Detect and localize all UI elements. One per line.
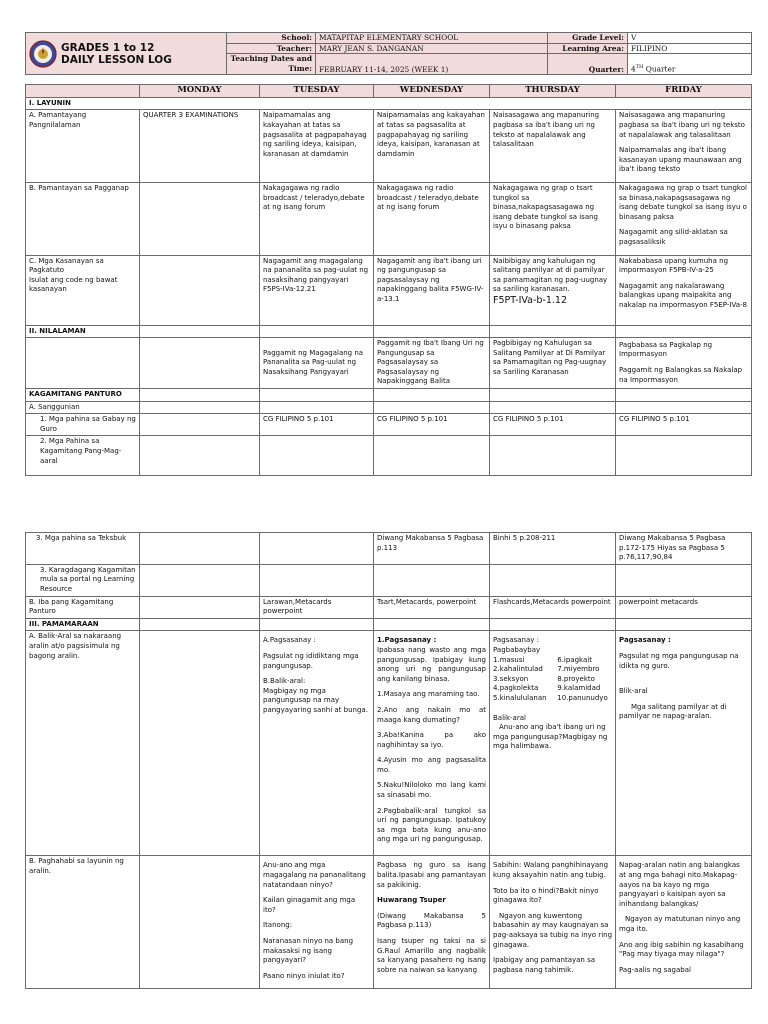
- cell-balik-tuesday-1: A.Pagsasanay :: [263, 636, 316, 645]
- blank-cell: [260, 325, 374, 338]
- blank-cell: [374, 389, 490, 402]
- cell-balik-friday-1: Pagsulat ng mga pangungusap na idikta ng guro.: [619, 651, 739, 670]
- blank-cell: [490, 325, 616, 338]
- cell-n-wednesday: Paggamit ng Iba't Ibang Uri ng Pangungusap sa Pagsasalaysay sa Pagsasalaysay ng Napakinggang Balita: [374, 338, 490, 389]
- dates-label-line-2: Time:: [288, 64, 312, 74]
- header-table: [25, 32, 752, 75]
- cell-iba-wednesday: Tsart,Metacards, powerpoint: [374, 596, 490, 618]
- cell-balik-tuesday: [260, 631, 374, 856]
- blank-cell: [374, 436, 490, 476]
- blank-cell: [260, 401, 374, 414]
- school-value: MATAPITAP ELEMENTARY SCHOOL: [316, 33, 548, 44]
- day-friday: FRIDAY: [616, 85, 752, 98]
- blank-cell: [260, 389, 374, 402]
- wed-b-1: Pagbasa ng guro sa isang balita.Ipasabi ang pamantayan sa pakikinig.: [377, 861, 486, 889]
- blank-cell: [140, 436, 260, 476]
- pagbabaybay-col-2: [557, 656, 612, 704]
- quarter-value: [628, 54, 752, 75]
- tue-q-1: Anu-ano ang mga magagalang na pananalitang natatandaan ninyo?: [263, 861, 366, 889]
- thu-b-1: Sabihin: Walang panghihinayang kung aksayahin natin ang tubig.: [493, 861, 609, 879]
- cell-c-tuesday: Nagagamit ang magagalang na pananalita sa pag-uulat ng nasaksihang pangyayari F5PS-IVa-12.21: [260, 255, 374, 325]
- cell-paghahabi-friday: [616, 856, 752, 989]
- dates-label: [227, 54, 316, 75]
- lesson-log-page-1: [25, 32, 751, 476]
- row-label-iba-pang-kagamitan: B. Iba pang Kagamitang Panturo: [26, 596, 140, 618]
- blank-cell: [374, 401, 490, 414]
- wed-item-4: 4.Ayusin mo ang pagsasalita mo.: [377, 756, 486, 774]
- blank-cell: [140, 564, 260, 596]
- cell-gabay-monday: [140, 414, 260, 436]
- thu-b-4: Ipabigay ang pamantayan sa pagbasa nang tahimik.: [493, 956, 596, 974]
- cell-balik-thursday-head: Pagsasanay : Pagbabaybay: [493, 636, 541, 654]
- section-layunin: I. LAYUNIN: [26, 97, 752, 110]
- blank-cell: [260, 618, 374, 631]
- word-5: 5.kinalululanan: [493, 693, 547, 702]
- word-10: 10.panunudyo: [557, 693, 608, 702]
- blank-cell: [616, 389, 752, 402]
- cell-b-wednesday: Nakagagawa ng radio broadcast / teleradyo,debate at ng isang forum: [374, 182, 490, 255]
- row-label-sanggunian: A. Sanggunian: [26, 401, 140, 414]
- wed-b-2: Huwarang Tsuper: [377, 896, 446, 905]
- quarter-word: Quarter: [645, 64, 676, 74]
- cell-n-friday-1: Pagbabasa sa Pagkalap ng Impormasyon: [619, 340, 713, 359]
- cell-n-monday: [140, 338, 260, 389]
- section-kagamitang-panturo: KAGAMITANG PANTURO: [26, 389, 140, 402]
- blank-cell: [616, 325, 752, 338]
- row-label-karagdagang-kagamitan: 3. Karagdagang Kagamitan mula sa portal ng Learning Resource: [26, 564, 140, 596]
- cell-teksbuk-friday: Diwang Makabansa 5 Pagbasa p.172-175 Hiyas sa Pagbasa 5 p.76,117,90,84: [616, 533, 752, 565]
- day-monday: MONDAY: [140, 85, 260, 98]
- cell-c-thursday: [490, 255, 616, 325]
- word-6: 6.ipagkait: [557, 655, 592, 664]
- blank-cell: [490, 436, 616, 476]
- blank-cell: [260, 436, 374, 476]
- cell-balik-friday: [616, 631, 752, 856]
- tue-q-2: Kailan ginagamit ang mga ito?: [263, 896, 356, 914]
- blank-cell: [140, 325, 260, 338]
- blank-cell: [140, 618, 260, 631]
- dates-value: FEBRUARY 11-14, 2025 (WEEK 1): [316, 54, 548, 75]
- deped-seal-icon: [29, 40, 57, 68]
- cell-b-friday-1: Nakagagawa ng grap o tsart tungkol sa binasa,nakapagsasagawa ng isang debate tungkol sa isang isyu o binasang paksa: [619, 183, 747, 221]
- wed-item-1: 1.Masaya ang maraming tao.: [377, 690, 480, 699]
- thu-b-2: Toto ba ito o hindi?Bakit ninyo ginagawa ito?: [493, 886, 599, 905]
- cell-c-thursday-text: Naibibigay ang kahulugan ng salitang pamilyar at di pamilyar sa pamamagitan ng pag-uugnay sa sariling karanasan.: [493, 256, 608, 294]
- word-7: 7.miyembro: [557, 665, 600, 674]
- blank-cell: [140, 389, 260, 402]
- row-label-pamantayang-pangnilalaman: A. Pamantayang Pangnilalaman: [26, 110, 140, 183]
- word-1: 1.masusi: [493, 655, 525, 664]
- row-label-pamantayan-sa-pagganap: B. Pamantayan sa Pagganap: [26, 182, 140, 255]
- nilalaman-label-blank: [26, 338, 140, 389]
- cell-n-tuesday: Paggamit ng Magagalang na Pananalita sa Pag-uulat ng Nasaksihang Pangyayari: [260, 338, 374, 389]
- cell-a-monday: QUARTER 3 EXAMINATIONS: [140, 110, 260, 183]
- quarter-suffix: TH: [635, 64, 644, 71]
- cell-a-friday-2: Naipamamalas ang iba't ibang kasanayan upang maunawaan ang iba't ibang teksto: [619, 146, 742, 174]
- tue-q-5: Paano ninyo iniulat ito?: [263, 971, 345, 980]
- cell-iba-friday: powerpoint metacards: [616, 596, 752, 618]
- word-3: 3.seksyon: [493, 674, 529, 683]
- row-label-paghahabi: B. Paghahabi sa layunin ng aralin.: [26, 856, 140, 989]
- fri-b-3: Ano ang ibig sabihin ng kasabihang "Pag may tiyaga may nilaga"?: [619, 940, 744, 959]
- thu-b-3: Ngayon ang kuwentong babasahin ay may kaugnayan sa pag-aaksaya sa tubig na inyo ring ginagawa.: [493, 911, 613, 949]
- cell-iba-thursday: Flashcards,Metacards powerpoint: [490, 596, 616, 618]
- grade-value: V: [628, 33, 752, 44]
- cell-balik-thursday-balik-text: Anu-ano ang iba't ibang uri ng mga pangungusap?Magbigay ng mga halimbawa.: [493, 723, 608, 751]
- wed-item-3: 3.Aba!Kanina pa ako naghihintay sa iyo.: [377, 731, 486, 749]
- cell-n-friday: [616, 338, 752, 389]
- cell-balik-wednesday: [374, 631, 490, 856]
- cell-teksbuk-thursday: Binhi 5 p.208-211: [490, 533, 616, 565]
- cell-teksbuk-wednesday: Diwang Makabansa 5 Pagbasa p.113: [374, 533, 490, 565]
- fri-b-1: Napag-aralan natin ang balangkas at ang mga bahagi nito.Makapag-aayos na ba kayo ng mga pangyayari o kaisipan ayon sa inihandang balangkas/: [619, 861, 740, 908]
- cell-a-friday-1: Naisasagawa ang mapanuring pagbasa sa iba't ibang uri ng teksto at napalalawak ang talasalitaan: [619, 111, 745, 139]
- cell-b-thursday: Nakagagawa ng grap o tsart tungkol sa binasa,nakapagsasagawa ng isang debate tungkol sa isang isyu o binasang paksa: [490, 182, 616, 255]
- day-tuesday: TUESDAY: [260, 85, 374, 98]
- blank-cell: [140, 856, 260, 989]
- cell-c-friday: [616, 255, 752, 325]
- cell-a-friday: [616, 110, 752, 183]
- cell-c-friday-1: Nakababasa upang kumuha ng impormasyon F5PB-IV-a-25: [619, 256, 729, 275]
- row-label-teksbuk: 3. Mga pahina sa Teksbuk: [26, 533, 140, 565]
- blank-cell: [490, 618, 616, 631]
- cell-iba-tuesday: Larawan,Metacards powerpoint: [260, 596, 374, 618]
- row-label-balik-aral: A. Balik-Aral sa nakaraang aralin at/o pagsisimula ng bagong aralin.: [26, 631, 140, 856]
- cell-c-thursday-code: F5PT-IVa-b-1.12: [493, 294, 568, 306]
- blank-cell: [260, 564, 374, 596]
- title-line-2: DAILY LESSON LOG: [61, 53, 172, 66]
- cell-n-friday-2: Paggamit ng Balangkas sa Nakalap na Impormasyon: [619, 366, 743, 384]
- teacher-value: MARY JEAN S. DANGANAN: [316, 43, 548, 54]
- cell-n-thursday: Pagbibigay ng Kahulugan sa Salitang Pamilyar at Di Pamilyar sa Pamamagitan ng Pag-uugnay sa Sariling Karanasan: [490, 338, 616, 389]
- cell-balik-thursday-balik: Balik-aral: [493, 713, 526, 722]
- tue-q-3: Itanong:: [263, 921, 293, 930]
- blank-cell: [140, 596, 260, 618]
- blank-cell: [140, 533, 260, 565]
- days-header-blank: [26, 85, 140, 98]
- row-label-kasanayan-sa-pagkatuto: [26, 255, 140, 325]
- row-label-kasanayan-2: Isulat ang code ng bawat kasanayan: [29, 275, 118, 294]
- blank-cell: [490, 564, 616, 596]
- cell-paghahabi-thursday: [490, 856, 616, 989]
- cell-balik-friday-3: Mga salitang pamilyar at di pamilyar ne napag-aralan.: [619, 702, 727, 721]
- wed-b-3: (Diwang Makabansa 5 Pagbasa p.113): [377, 911, 486, 930]
- blank-cell: [140, 631, 260, 856]
- cell-gabay-wednesday: CG FILIPINO 5 p.101: [374, 414, 490, 436]
- cell-c-wednesday: Nagagamit ang iba't ibang uri ng pangungusap sa pagsasalaysay ng napakinggang balita F5WG-IV-a-13.1: [374, 255, 490, 325]
- word-2: 2.kahalintulad: [493, 665, 543, 674]
- tue-q-4: Naranasan ninyo na bang makasaksi ng isang pangyayari?: [263, 936, 354, 965]
- cell-a-tuesday: Naipamamalas ang kakayahan at tatas sa pagsasalita at pagpapahayag ng sariling ideya, kaisipan, karanasan at damdamin: [260, 110, 374, 183]
- blank-cell: [374, 618, 490, 631]
- pagbabaybay-list: [493, 656, 612, 704]
- blank-cell: [490, 389, 616, 402]
- quarter-label: Quarter:: [548, 54, 628, 75]
- dates-label-line-1: Teaching Dates and: [230, 54, 312, 64]
- row-label-kasanayan-1: C. Mga Kasanayan sa Pagkatuto: [29, 256, 104, 275]
- cell-paghahabi-wednesday: [374, 856, 490, 989]
- cell-balik-friday-head: Pagsasanay :: [619, 636, 671, 645]
- blank-cell: [616, 436, 752, 476]
- cell-b-tuesday: Nakagagawa ng radio broadcast / teleradyo,debate at ng isang forum: [260, 182, 374, 255]
- cell-b-friday-2: Nagagamit ang silid-aklatan sa pagsasaliksik: [619, 228, 728, 246]
- cell-balik-wednesday-intro: Ipabasa nang wasto ang mga pangungusap. Ipabigay kung anong uri ng pangungusap ang kanilang binasa.: [377, 645, 486, 683]
- day-thursday: THURSDAY: [490, 85, 616, 98]
- cell-balik-wednesday-head: 1.Pagsasanay :: [377, 636, 437, 645]
- cell-balik-friday-2: Blik-aral: [619, 687, 648, 696]
- pagbabaybay-col-1: [493, 656, 557, 704]
- section-nilalaman: II. NILALAMAN: [26, 325, 140, 338]
- fri-b-2: Ngayon ay matutunan ninyo ang mga ito.: [619, 915, 741, 933]
- cell-a-thursday: Naisasagawa ang mapanuring pagbasa sa iba't ibang uri ng teksto at napalalawak ang talasalitaan: [490, 110, 616, 183]
- cell-paghahabi-tuesday: [260, 856, 374, 989]
- day-wednesday: WEDNESDAY: [374, 85, 490, 98]
- blank-cell: [490, 401, 616, 414]
- cell-c-friday-2: Nagagamit ang nakalarawang balangkas upang maipakita ang nakalap na impormasyon F5EP-IVa-8: [619, 281, 747, 309]
- wed-item-5: 5.Naku!Niloloko mo lang kami sa sinasabi mo.: [377, 781, 486, 800]
- teacher-label: Teacher:: [227, 43, 316, 54]
- row-label-kagamitang-pang-mag-aaral: 2. Mga Pahina sa Kagamitang Pang-Mag-aaral: [26, 436, 140, 476]
- wed-item-2: 2.Ano ang nakain mo at maaga kang dumating?: [377, 705, 486, 724]
- blank-cell: [616, 618, 752, 631]
- area-label: Learning Area:: [548, 43, 628, 54]
- row-label-gabay-ng-guro: 1. Mga pahina sa Gabay ng Guro: [26, 414, 140, 436]
- cell-balik-tuesday-2: Pagsulat ng ididiktang mga pangungusap.: [263, 651, 359, 670]
- area-value: FILIPINO: [628, 43, 752, 54]
- cell-b-friday: [616, 182, 752, 255]
- wed-b-4: Isang tsuper ng taksi na si G.Raul Amarillo ang nagbalik sa kanyang pasahero ng isang sobre na naiwan sa kanyang: [377, 936, 486, 974]
- cell-c-monday: [140, 255, 260, 325]
- header-title-cell: [26, 33, 227, 75]
- word-9: 9.kalamidad: [557, 684, 601, 693]
- lesson-log-page-2: [25, 532, 751, 989]
- blank-cell: [616, 564, 752, 596]
- blank-cell: [616, 401, 752, 414]
- cell-gabay-friday: CG FILIPINO 5 p.101: [616, 414, 752, 436]
- word-4: 4.pagkolekta: [493, 684, 539, 693]
- blank-cell: [374, 564, 490, 596]
- school-label: School:: [227, 33, 316, 44]
- word-8: 8.proyekto: [557, 674, 595, 683]
- grade-label: Grade Level:: [548, 33, 628, 44]
- blank-cell: [260, 533, 374, 565]
- lesson-table-page-1: [25, 84, 752, 476]
- cell-balik-thursday: [490, 631, 616, 856]
- cell-a-wednesday: Naipamamalas ang kakayahan at tatas sa pagsasalita at pagpapahayag ng sariling ideya, kaisipan, karanasan at damdamin: [374, 110, 490, 183]
- section-pamamaraan: III. PAMAMARAAN: [26, 618, 140, 631]
- cell-b-monday: [140, 182, 260, 255]
- blank-cell: [374, 325, 490, 338]
- quarter-number: 4: [631, 64, 636, 74]
- fri-b-4: Pag-aalis ng sagabal: [619, 965, 691, 974]
- cell-balik-wednesday-last: 2.Pagbabalik-aral tungkol sa uri ng pangungusap. Ipatukoy sa mga bata kung anu-ano ang mga uri ng pangungusap.: [377, 806, 486, 844]
- cell-balik-tuesday-3: B.Balik-aral: Magbigay ng mga pangungusap na may pangyayaring sanhi at bunga.: [263, 677, 368, 714]
- cell-gabay-thursday: CG FILIPINO 5 p.101: [490, 414, 616, 436]
- blank-cell: [140, 401, 260, 414]
- lesson-table-page-2: [25, 532, 752, 989]
- title-line-1: GRADES 1 to 12: [61, 41, 155, 54]
- cell-gabay-tuesday: CG FILIPINO 5 p.101: [260, 414, 374, 436]
